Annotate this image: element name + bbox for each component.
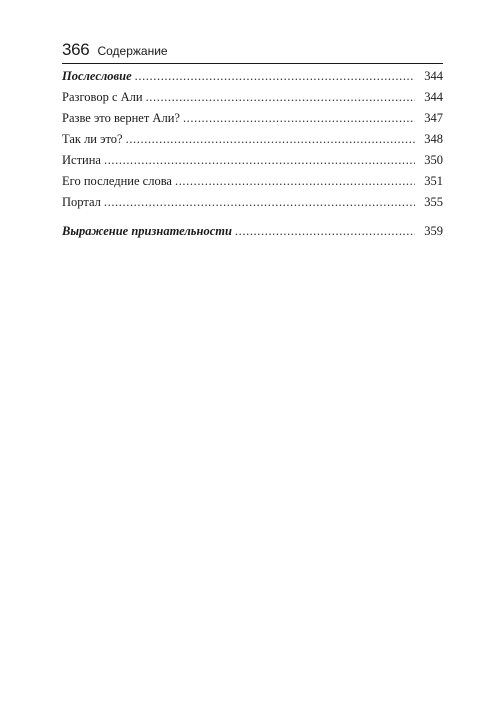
toc-entry-title: Истина [62,153,101,167]
running-head-title: Содержание [97,44,168,58]
toc-entry-title: Портал [62,195,101,209]
toc-entry-title: Разговор с Али [62,90,143,104]
toc-entry-title: Выражение признательности [62,224,232,238]
toc-entry-his-last-words [62,171,443,192]
toc-entry-will-it-bring-ali-back [62,108,443,129]
running-head [62,40,168,60]
toc-entry-afterword [62,66,443,87]
dot-leader [175,171,415,192]
dot-leader [104,192,415,213]
toc-entry-page: 347 [424,111,443,125]
toc-entry-truth [62,150,443,171]
toc-entry-title: Его последние слова [62,174,172,188]
toc-entry-title: Разве это вернет Али? [62,111,180,125]
toc-entry-page: 344 [424,69,443,83]
dot-leader [235,221,415,242]
toc-entry-is-it-so [62,129,443,150]
dot-leader [135,66,415,87]
toc-entry-acknowledgements [62,221,443,242]
toc-entry-page: 344 [424,90,443,104]
toc-entry-title: Так ли это? [62,132,123,146]
dot-leader [183,108,415,129]
toc-entry-page: 348 [424,132,443,146]
dot-leader [146,87,415,108]
toc-entry-page: 355 [424,195,443,209]
dot-leader [126,129,415,150]
toc-entry-page: 350 [424,153,443,167]
toc-entry-title: Послесловие [62,69,132,83]
page-number: 366 [62,40,90,59]
toc-entry-page: 359 [424,224,443,238]
dot-leader [104,150,415,171]
toc-entry-page: 351 [424,174,443,188]
toc-entry-portal [62,192,443,213]
toc-entry-conversation-with-ali [62,87,443,108]
table-of-contents [62,66,443,242]
header-rule [62,63,443,64]
